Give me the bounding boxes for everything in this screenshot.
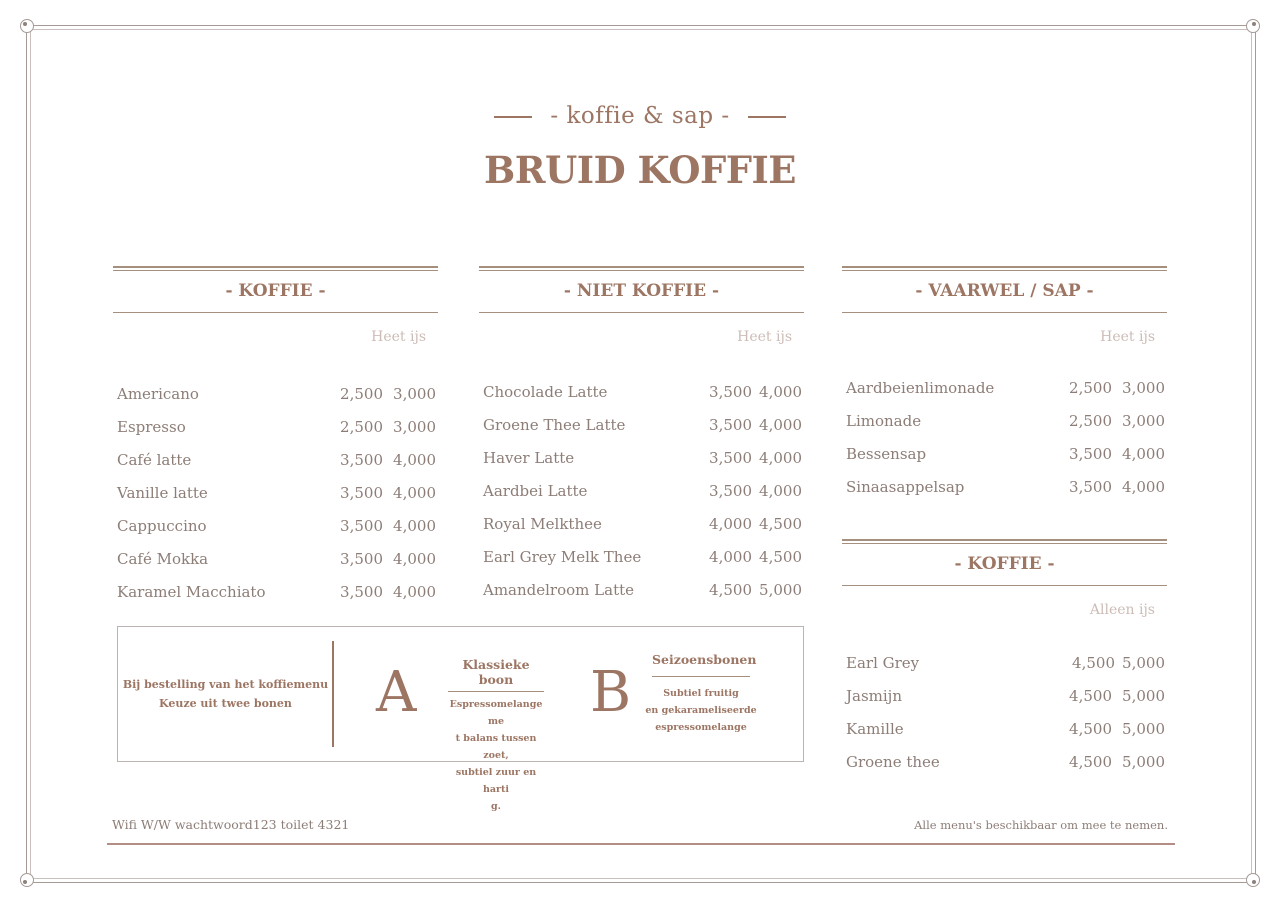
menu-item: Karamel Macchiato 3,500 4,000 bbox=[117, 582, 436, 601]
menu-item: Kamille 4,500 5,000 bbox=[846, 719, 1165, 738]
section-title: - VAARWEL / SAP - bbox=[915, 281, 1094, 301]
bean-b-desc-line: espressomelange bbox=[655, 722, 747, 733]
corner-ornament bbox=[20, 873, 34, 887]
section-niet-koffie bbox=[479, 266, 804, 606]
menu-item: Groene Thee Latte 3,500 4,000 bbox=[483, 415, 802, 434]
menu-item: Espresso 2,500 3,000 bbox=[117, 417, 436, 436]
column-label: Heet ijs bbox=[1100, 329, 1155, 345]
subtitle-rule-left bbox=[494, 116, 532, 118]
menu-item: Cappuccino 3,500 4,000 bbox=[117, 516, 436, 535]
bean-a-desc-line: t balans tussen zoet, bbox=[455, 733, 537, 761]
corner-dot bbox=[23, 880, 27, 884]
bean-b-desc-line: Subtiel fruitig bbox=[663, 688, 739, 699]
bean-intro bbox=[118, 675, 333, 713]
bean-a-desc-line: Espressomelange me bbox=[449, 699, 543, 727]
corner-dot bbox=[23, 22, 27, 26]
section-header bbox=[479, 266, 804, 313]
bean-b-desc-line: en gekarameliseerde bbox=[645, 705, 757, 716]
menu-item: Bessensap 3,500 4,000 bbox=[846, 444, 1165, 463]
bean-a-desc-line: g. bbox=[491, 801, 501, 812]
bean-a-letter: A bbox=[376, 660, 417, 725]
menu-title: BRUID KOFFIE bbox=[483, 148, 796, 192]
menu-item: Café Mokka 3,500 4,000 bbox=[117, 549, 436, 568]
menu-item: Amandelroom Latte 4,500 5,000 bbox=[483, 580, 802, 599]
section-koffie-ijs bbox=[842, 539, 1167, 778]
menu-item: Vanille latte 3,500 4,000 bbox=[117, 483, 436, 502]
menu-item: Earl Grey Melk Thee 4,000 4,500 bbox=[483, 547, 802, 566]
menu-item: Aardbei Latte 3,500 4,000 bbox=[483, 481, 802, 500]
column-label: Heet ijs bbox=[737, 329, 792, 345]
bean-a-description bbox=[444, 657, 548, 815]
wifi-info: Wifi W/W wachtwoord123 toilet 4321 bbox=[112, 817, 350, 832]
section-header bbox=[113, 266, 438, 313]
column-label: Heet ijs bbox=[371, 329, 426, 345]
menu-item: Americano 2,500 3,000 bbox=[117, 384, 436, 403]
subtitle-rule-right bbox=[748, 116, 786, 118]
menu-item: Café latte 3,500 4,000 bbox=[117, 450, 436, 469]
column-label: Alleen ijs bbox=[1089, 602, 1155, 618]
bean-a-desc-line: subtiel zuur en harti bbox=[455, 767, 537, 795]
menu-item: Earl Grey 4,500 5,000 bbox=[846, 653, 1165, 672]
menu-item: Chocolade Latte 3,500 4,000 bbox=[483, 382, 802, 401]
menu-item: Groene thee 4,500 5,000 bbox=[846, 752, 1165, 771]
bean-choice-box bbox=[117, 626, 804, 812]
bean-intro-line: Bij bestelling van het koffiemenu bbox=[122, 678, 329, 691]
section-title: - KOFFIE - bbox=[225, 281, 326, 301]
corner-dot bbox=[1252, 22, 1256, 26]
corner-ornament bbox=[20, 19, 34, 33]
bean-divider bbox=[332, 641, 334, 747]
menu-item: Jasmijn 4,500 5,000 bbox=[846, 686, 1165, 705]
footer-rule bbox=[107, 843, 1175, 845]
menu-item: Aardbeienlimonade 2,500 3,000 bbox=[846, 378, 1165, 397]
bean-b-letter: B bbox=[590, 660, 632, 725]
section-koffie bbox=[113, 266, 438, 608]
bean-b-title: Seizoensbonen bbox=[652, 652, 750, 677]
subtitle-text: - koffie & sap - bbox=[550, 103, 730, 129]
section-sap bbox=[842, 266, 1167, 503]
section-title: - KOFFIE - bbox=[954, 554, 1055, 574]
menu-item: Royal Melkthee 4,000 4,500 bbox=[483, 514, 802, 533]
menu-item: Sinaasappelsap 3,500 4,000 bbox=[846, 477, 1165, 496]
bean-intro-line: Keuze uit twee bonen bbox=[159, 697, 292, 710]
takeaway-note: Alle menu's beschikbaar om mee te nemen. bbox=[914, 818, 1168, 832]
section-title: - NIET KOFFIE - bbox=[563, 281, 720, 301]
bean-b-description bbox=[645, 652, 757, 736]
bean-a-title: Klassieke boon bbox=[448, 657, 544, 692]
corner-dot bbox=[1252, 880, 1256, 884]
section-header bbox=[842, 266, 1167, 313]
menu-item: Haver Latte 3,500 4,000 bbox=[483, 448, 802, 467]
menu-subtitle bbox=[0, 103, 1280, 129]
section-header bbox=[842, 539, 1167, 586]
menu-item: Limonade 2,500 3,000 bbox=[846, 411, 1165, 430]
